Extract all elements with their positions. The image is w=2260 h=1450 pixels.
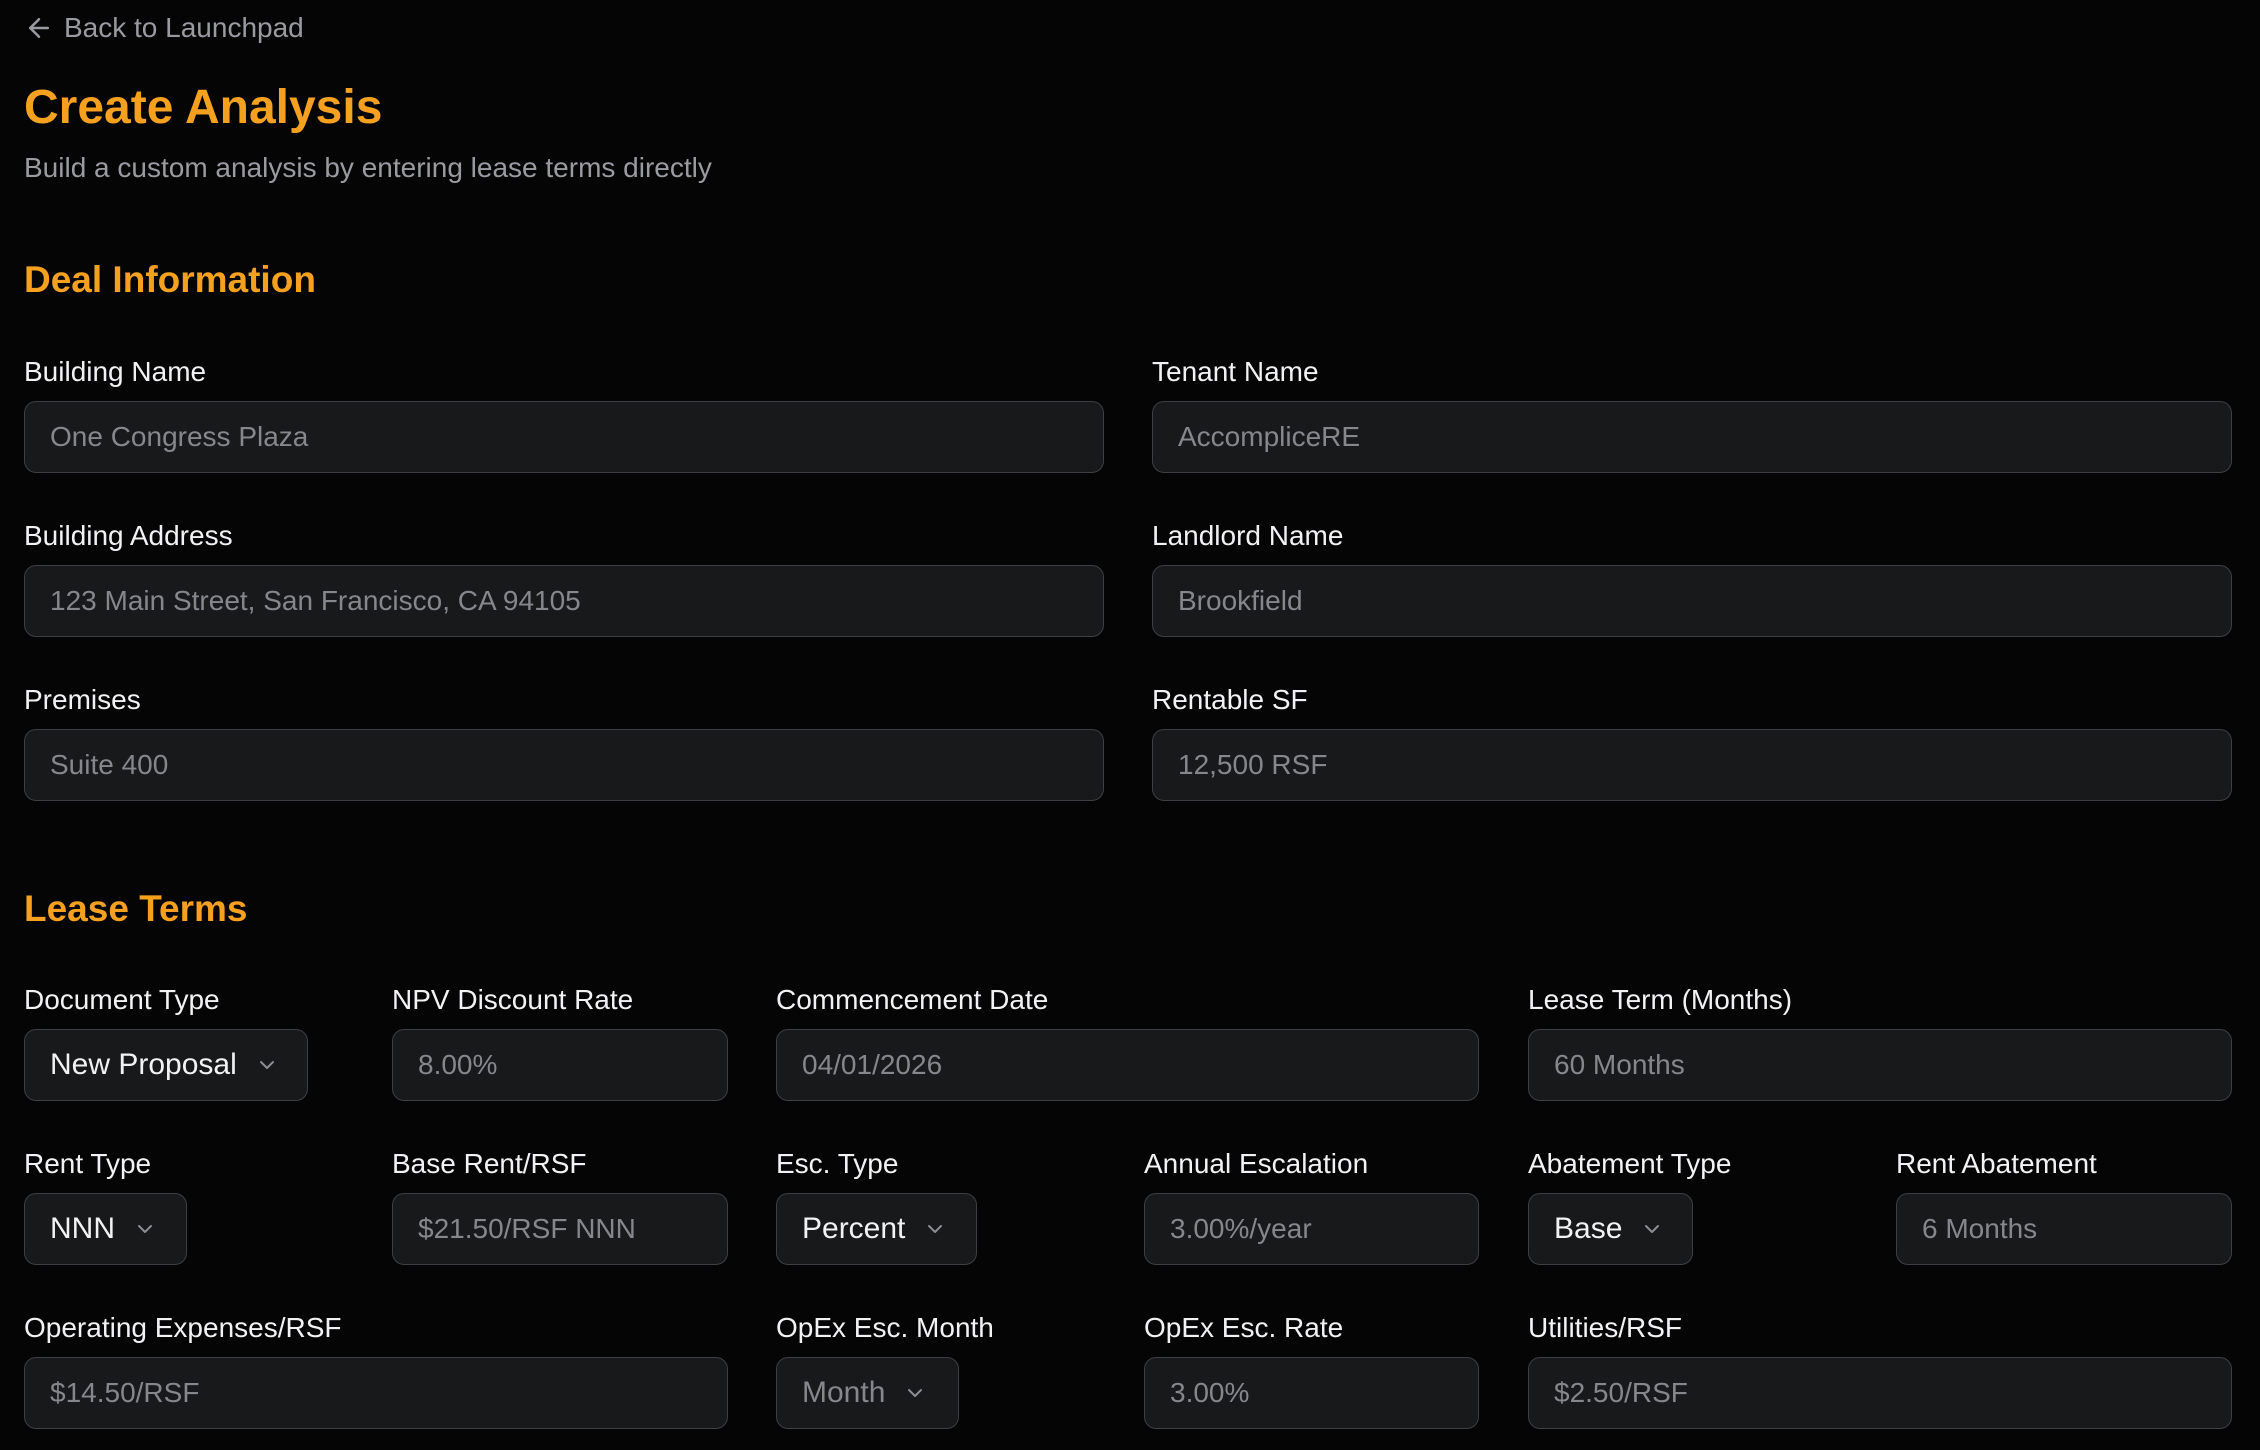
rentable-sf-input[interactable]: 12,500 RSF — [1152, 729, 2232, 801]
commencement-date-input[interactable]: 04/01/2026 — [776, 1029, 1479, 1101]
npv-discount-rate-field — [392, 984, 728, 1104]
rentable-sf-field — [1152, 684, 2232, 804]
back-link-label: Back to Launchpad — [64, 12, 304, 43]
esc-type-select[interactable] — [776, 1193, 977, 1265]
landlord-name-input[interactable]: Brookfield — [1152, 565, 2232, 637]
rentable-sf-label: Rentable SF — [1152, 684, 1308, 715]
landlord-name-field — [1152, 520, 2232, 640]
operating-expenses-input[interactable]: $14.50/RSF — [24, 1357, 728, 1429]
landlord-name-label: Landlord Name — [1152, 520, 1344, 551]
operating-expenses-label: Operating Expenses/RSF — [24, 1312, 342, 1343]
rent-abatement-label: Rent Abatement — [1896, 1148, 2097, 1179]
utilities-label: Utilities/RSF — [1528, 1312, 1683, 1343]
chevron-down-icon — [903, 1381, 927, 1405]
opex-esc-rate-label: OpEx Esc. Rate — [1144, 1312, 1344, 1343]
operating-expenses-field — [24, 1312, 728, 1432]
opex-esc-month-label: OpEx Esc. Month — [776, 1312, 994, 1343]
base-rent-field — [392, 1148, 728, 1268]
page-title: Create Analysis — [24, 81, 383, 134]
rent-type-select[interactable] — [24, 1193, 187, 1265]
commencement-date-label: Commencement Date — [776, 984, 1049, 1015]
document-type-select[interactable] — [24, 1029, 308, 1101]
rent-abatement-input[interactable]: 6 Months — [1896, 1193, 2232, 1265]
page-subtitle: Build a custom analysis by entering lease terms directly — [24, 152, 712, 183]
esc-type-value: Percent — [802, 1212, 906, 1245]
annual-escalation-field — [1144, 1148, 1479, 1268]
premises-label: Premises — [24, 684, 141, 715]
esc-type-label: Esc. Type — [776, 1148, 899, 1179]
premises-input[interactable]: Suite 400 — [24, 729, 1104, 801]
chevron-down-icon — [1640, 1217, 1664, 1241]
abatement-type-field — [1528, 1148, 1868, 1268]
npv-discount-rate-input[interactable]: 8.00% — [392, 1029, 728, 1101]
rent-type-label: Rent Type — [24, 1148, 152, 1179]
tenant-name-field — [1152, 356, 2232, 476]
building-address-input[interactable]: 123 Main Street, San Francisco, CA 94105 — [24, 565, 1104, 637]
npv-discount-rate-label: NPV Discount Rate — [392, 984, 634, 1015]
base-rent-label: Base Rent/RSF — [392, 1148, 587, 1179]
abatement-type-label: Abatement Type — [1528, 1148, 1732, 1179]
premises-field — [24, 684, 1104, 804]
rent-type-value: NNN — [50, 1212, 115, 1245]
abatement-type-value: Base — [1554, 1212, 1623, 1245]
lease-term-label: Lease Term (Months) — [1528, 984, 1793, 1015]
commencement-date-field — [776, 984, 1479, 1104]
document-type-field — [24, 984, 384, 1104]
building-name-label: Building Name — [24, 356, 207, 387]
rent-abatement-field — [1896, 1148, 2232, 1268]
section-title-lease-terms: Lease Terms — [24, 888, 248, 929]
arrow-left-icon — [24, 13, 54, 43]
utilities-field — [1528, 1312, 2232, 1432]
abatement-type-select[interactable] — [1528, 1193, 1693, 1265]
annual-escalation-input[interactable]: 3.00%/year — [1144, 1193, 1479, 1265]
chevron-down-icon — [133, 1217, 157, 1241]
document-type-label: Document Type — [24, 984, 220, 1015]
opex-esc-rate-field — [1144, 1312, 1479, 1432]
chevron-down-icon — [255, 1053, 279, 1077]
chevron-down-icon — [923, 1217, 947, 1241]
annual-escalation-label: Annual Escalation — [1144, 1148, 1369, 1179]
building-name-field — [24, 356, 1104, 476]
building-address-field — [24, 520, 1104, 640]
opex-esc-month-field — [776, 1312, 1116, 1432]
rent-type-field — [24, 1148, 384, 1268]
building-name-input[interactable]: One Congress Plaza — [24, 401, 1104, 473]
tenant-name-label: Tenant Name — [1152, 356, 1319, 387]
document-type-value: New Proposal — [50, 1048, 237, 1081]
back-to-launchpad-link[interactable] — [24, 10, 304, 46]
esc-type-field — [776, 1148, 1116, 1268]
tenant-name-input[interactable]: AccompliceRE — [1152, 401, 2232, 473]
utilities-input[interactable]: $2.50/RSF — [1528, 1357, 2232, 1429]
section-title-deal-information: Deal Information — [24, 259, 316, 300]
opex-esc-month-select[interactable] — [776, 1357, 959, 1429]
building-address-label: Building Address — [24, 520, 233, 551]
lease-term-input[interactable]: 60 Months — [1528, 1029, 2232, 1101]
opex-esc-rate-input[interactable]: 3.00% — [1144, 1357, 1479, 1429]
lease-term-field — [1528, 984, 2232, 1104]
opex-esc-month-value: Month — [802, 1376, 886, 1409]
base-rent-input[interactable]: $21.50/RSF NNN — [392, 1193, 728, 1265]
